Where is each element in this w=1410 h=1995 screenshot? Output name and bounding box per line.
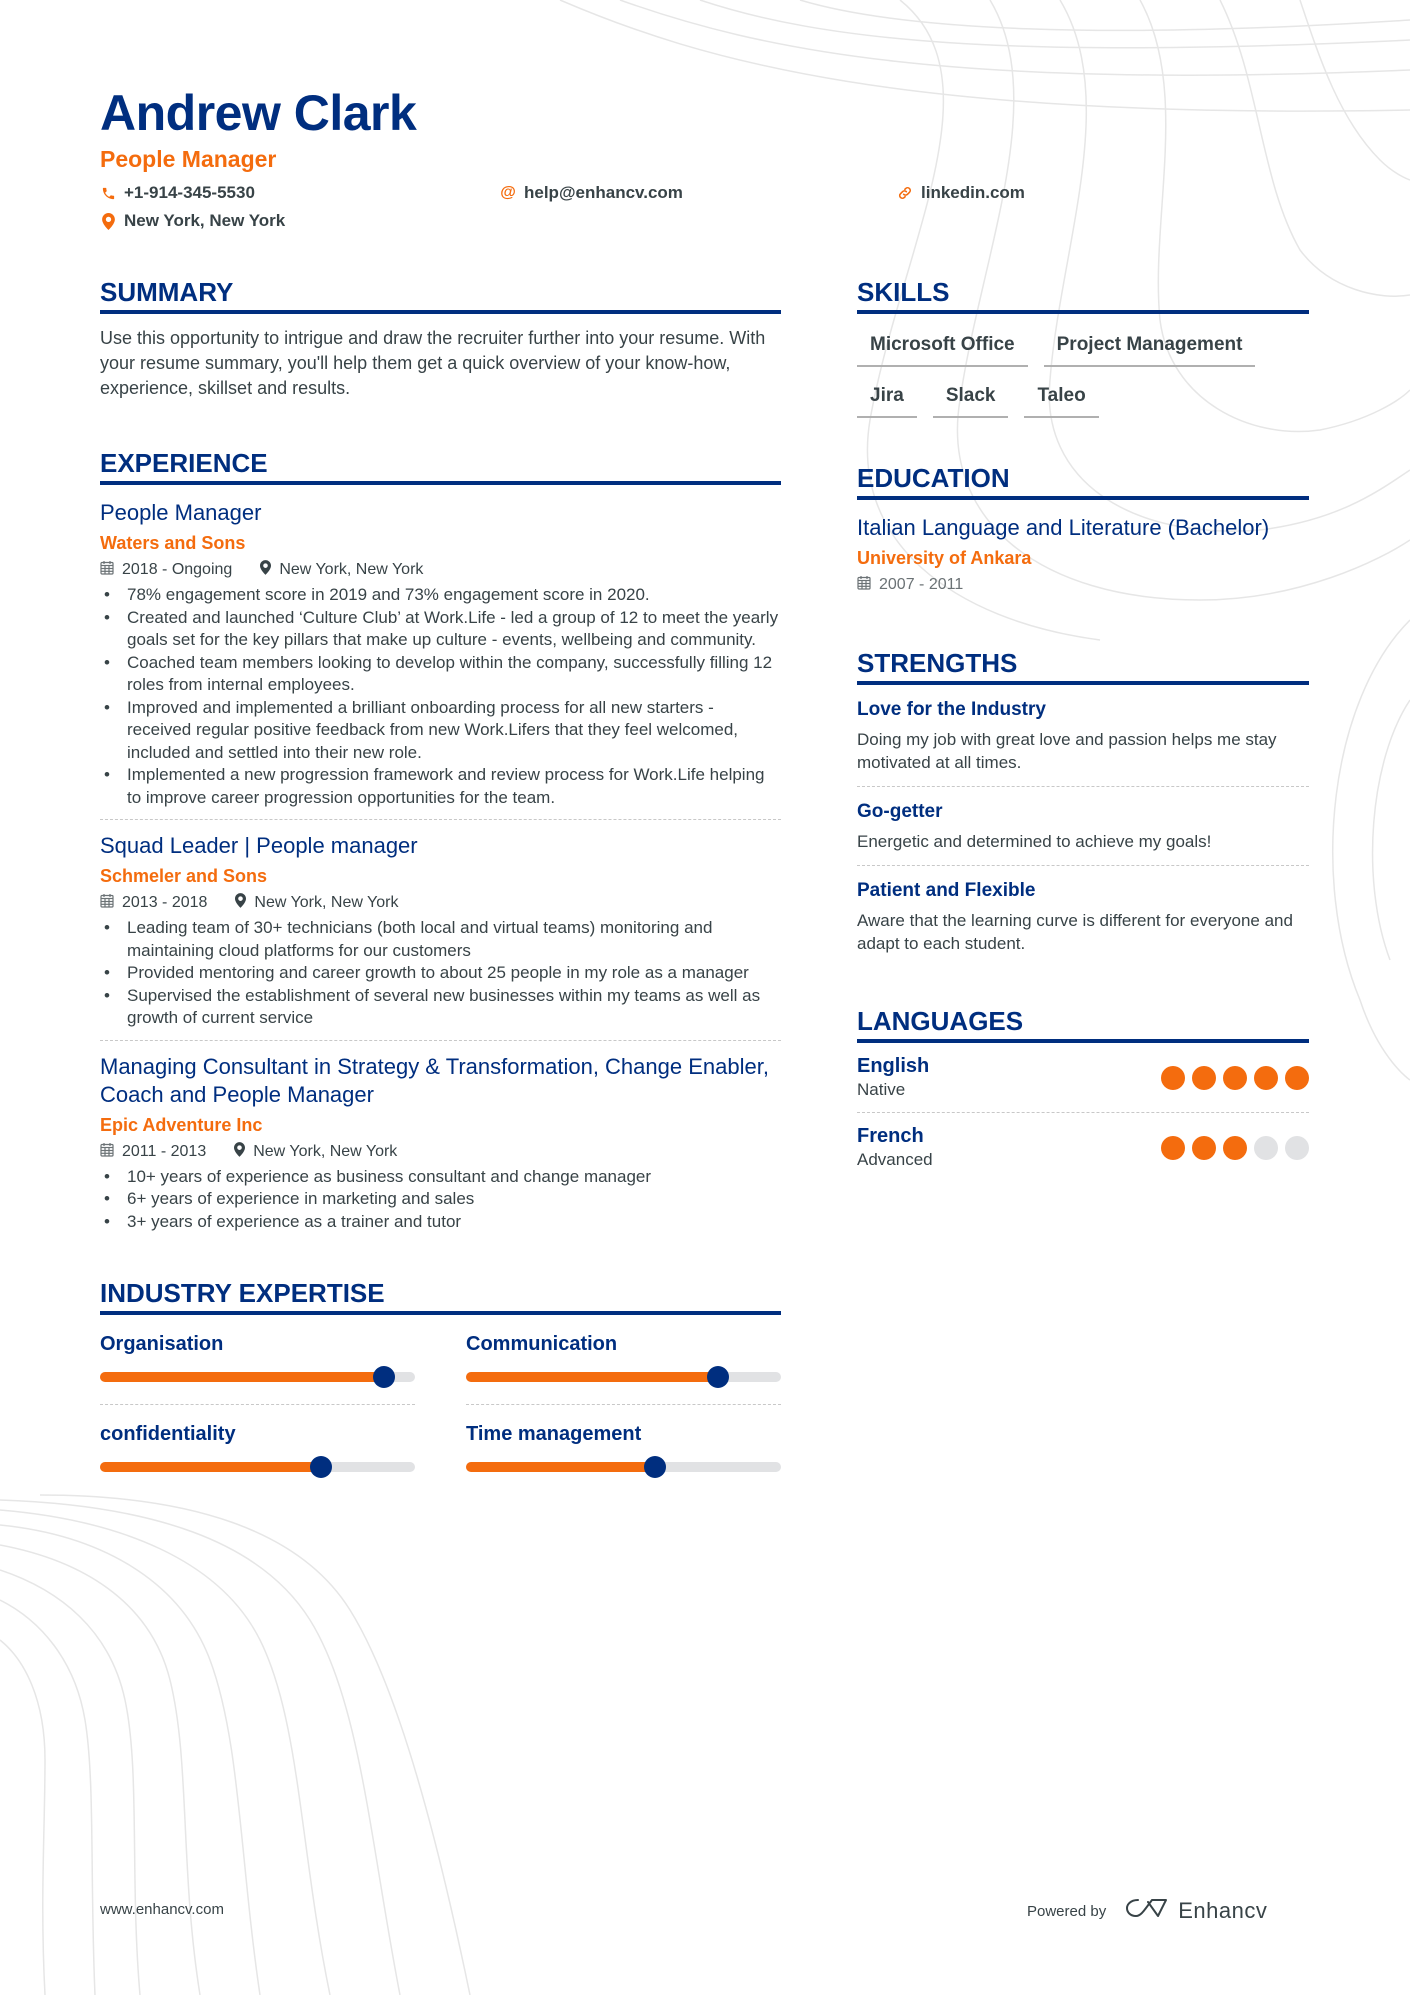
bullet-item: • Supervised the establishment of several new businesses within my teams as well as growth of current service [100, 985, 781, 1030]
job-meta [100, 1142, 781, 1162]
rating-dot-filled [1192, 1136, 1216, 1160]
skill-chip: Microsoft Office [857, 330, 1028, 367]
email-link[interactable]: help@enhancv.com [524, 183, 683, 202]
language-name: English [857, 1055, 930, 1077]
job-meta [100, 560, 781, 580]
skills-list [857, 330, 1309, 418]
education-dates-row [857, 575, 1309, 595]
section-heading-skills: SKILLS [857, 276, 1309, 314]
at-icon: @ [500, 184, 516, 201]
experience-item [100, 1041, 781, 1244]
footer-branding [1027, 1896, 1267, 1926]
contact-phone [100, 183, 255, 203]
slider-fill [466, 1462, 655, 1472]
experience-item [100, 485, 781, 820]
strength-desc: Energetic and determined to achieve my goals! [857, 832, 1212, 851]
location-value: New York, New York [124, 211, 286, 230]
rating-dot-filled [1192, 1066, 1216, 1090]
job-dates: 2011 - 2013 [122, 1142, 207, 1160]
expertise-item [100, 1405, 415, 1494]
section-heading-experience: EXPERIENCE [100, 447, 781, 485]
enhancv-logo[interactable] [1124, 1896, 1267, 1926]
expertise-slider [466, 1372, 781, 1382]
rating-dot-filled [1254, 1066, 1278, 1090]
footer-website[interactable]: www.enhancv.com [100, 1901, 224, 1918]
location-pin-icon [235, 893, 246, 913]
left-column [100, 276, 781, 1494]
skills-section [857, 276, 1309, 418]
bullet-item: • Created and launched ‘Culture Club’ at Work.Life - led a group of 12 to meet the yearly goals set for the key pillars that make up culture - events, wellbeing and community. [100, 607, 781, 652]
contact-linkedin [897, 183, 1025, 203]
right-column [857, 276, 1309, 1182]
strength-title: Patient and Flexible [857, 880, 1036, 901]
education-dates: 2007 - 2011 [879, 576, 964, 593]
rating-dot-filled [1223, 1136, 1247, 1160]
phone-icon [100, 184, 116, 202]
contact-location [100, 211, 285, 231]
slider-knob [373, 1366, 395, 1388]
job-dates: 2018 - Ongoing [122, 561, 233, 578]
job-title: People Manager [100, 500, 262, 525]
expertise-grid [100, 1329, 781, 1494]
rating-dot-filled [1161, 1136, 1185, 1160]
expertise-item [466, 1329, 781, 1405]
job-bullets [100, 917, 781, 1030]
job-location: New York, New York [254, 894, 399, 911]
location-pin-icon [260, 560, 271, 580]
section-heading-languages: LANGUAGES [857, 1005, 1309, 1043]
company-name: Schmeler and Sons [100, 866, 268, 886]
strength-desc: Aware that the learning curve is different for everyone and adapt to each student. [857, 911, 1293, 953]
language-item [857, 1043, 1309, 1113]
expertise-slider [100, 1462, 415, 1472]
slider-fill [100, 1372, 384, 1382]
bullet-item: • Provided mentoring and career growth to about 25 people in my role as a manager [100, 962, 781, 985]
rating-dot-filled [1223, 1066, 1247, 1090]
skill-chip: Project Management [1044, 330, 1256, 367]
strength-item [857, 787, 1309, 866]
linkedin-link[interactable]: linkedin.com [921, 183, 1025, 202]
company-name: Epic Adventure Inc [100, 1114, 263, 1135]
expertise-label: Communication [466, 1333, 618, 1355]
rating-dot-empty [1285, 1136, 1309, 1160]
expertise-label: Time management [466, 1423, 642, 1445]
degree-title: Italian Language and Literature (Bachelor) [857, 515, 1270, 540]
bullet-item: • Implemented a new progression framework and review process for Work.Life helping to improve career progression opportunities for the team. [100, 764, 781, 809]
bullet-item: • 10+ years of experience as business consultant and change manager [100, 1166, 781, 1189]
strength-item [857, 685, 1309, 787]
location-pin-icon [100, 212, 116, 230]
expertise-slider [100, 1372, 415, 1382]
bullet-item: • 3+ years of experience as a trainer and tutor [100, 1211, 781, 1234]
slider-knob [707, 1366, 729, 1388]
language-item [857, 1113, 1309, 1182]
calendar-icon [100, 1142, 114, 1162]
rating-dot-empty [1254, 1136, 1278, 1160]
experience-section [100, 447, 781, 1243]
language-name: French [857, 1125, 924, 1147]
slider-knob [310, 1456, 332, 1478]
bullet-item: • 78% engagement score in 2019 and 73% engagement score in 2020. [100, 584, 781, 607]
bullet-item: • Coached team members looking to develop within the company, successfully filling 12 roles from internal employees. [100, 652, 781, 697]
contact-email [500, 183, 683, 203]
slider-knob [644, 1456, 666, 1478]
calendar-icon [100, 893, 114, 913]
experience-item [100, 820, 781, 1041]
section-heading-summary: SUMMARY [100, 276, 781, 314]
rating-dot-filled [1161, 1066, 1185, 1090]
expertise-item [100, 1329, 415, 1405]
company-name: Waters and Sons [100, 533, 246, 553]
job-bullets [100, 1166, 781, 1234]
strength-item [857, 866, 1309, 967]
school-name: University of Ankara [857, 548, 1032, 568]
job-title: Managing Consultant in Strategy & Transformation, Change Enabler, Coach and People Manager [100, 1053, 769, 1107]
link-icon [897, 184, 913, 202]
summary-section [100, 276, 781, 401]
section-heading-education: EDUCATION [857, 462, 1309, 500]
rating-dot-filled [1285, 1066, 1309, 1090]
powered-by-label: Powered by [1027, 1902, 1107, 1920]
bullet-item: • Improved and implemented a brilliant onboarding process for all new starters - received regular positive feedback from new Work.Lifers that they feel welcomed, included and settled into their new role. [100, 697, 781, 765]
phone-value[interactable]: +1-914-345-5530 [124, 183, 255, 202]
expertise-label: Organisation [100, 1333, 224, 1355]
location-pin-icon [234, 1142, 245, 1162]
strength-title: Go-getter [857, 801, 943, 822]
job-bullets [100, 584, 781, 809]
expertise-label: confidentiality [100, 1423, 236, 1445]
slider-fill [100, 1462, 321, 1472]
section-heading-industry-expertise: INDUSTRY EXPERTISE [100, 1277, 781, 1315]
language-rating [1161, 1136, 1309, 1160]
language-rating [1161, 1066, 1309, 1090]
skill-chip: Slack [933, 381, 1009, 418]
section-heading-strengths: STRENGTHS [857, 647, 1309, 685]
skill-chip: Jira [857, 381, 917, 418]
bullet-item: • 6+ years of experience in marketing and sales [100, 1188, 781, 1211]
enhancv-brand-name: Enhancv [1178, 1898, 1268, 1923]
strengths-section [857, 647, 1309, 967]
calendar-icon [857, 575, 871, 595]
languages-section [857, 1005, 1309, 1182]
skill-chip: Taleo [1024, 381, 1098, 418]
strength-desc: Doing my job with great love and passion helps me stay motivated at all times. [857, 730, 1277, 772]
calendar-icon [100, 560, 114, 580]
language-level: Advanced [857, 1150, 933, 1169]
expertise-slider [466, 1462, 781, 1472]
slider-fill [466, 1372, 718, 1382]
job-title: Squad Leader | People manager [100, 833, 418, 858]
bullet-item: • Leading team of 30+ technicians (both local and virtual teams) monitoring and maintaining cloud platforms for our customers [100, 917, 781, 962]
job-location: New York, New York [253, 1142, 398, 1160]
job-location: New York, New York [279, 561, 424, 578]
language-level: Native [857, 1080, 906, 1099]
candidate-title: People Manager [100, 146, 277, 172]
expertise-item [466, 1405, 781, 1494]
industry-expertise-section [100, 1277, 781, 1494]
education-section [857, 462, 1309, 595]
job-meta [100, 893, 781, 913]
job-dates: 2013 - 2018 [122, 894, 208, 911]
candidate-name: Andrew Clark [100, 85, 417, 141]
enhancv-logo-icon [1124, 1896, 1170, 1926]
strength-title: Love for the Industry [857, 699, 1046, 720]
summary-text: Use this opportunity to intrigue and draw the recruiter further into your resume. With your resume summary, you'll help them get a quick overview of your know-how, experience, skillset and results. [100, 328, 766, 398]
